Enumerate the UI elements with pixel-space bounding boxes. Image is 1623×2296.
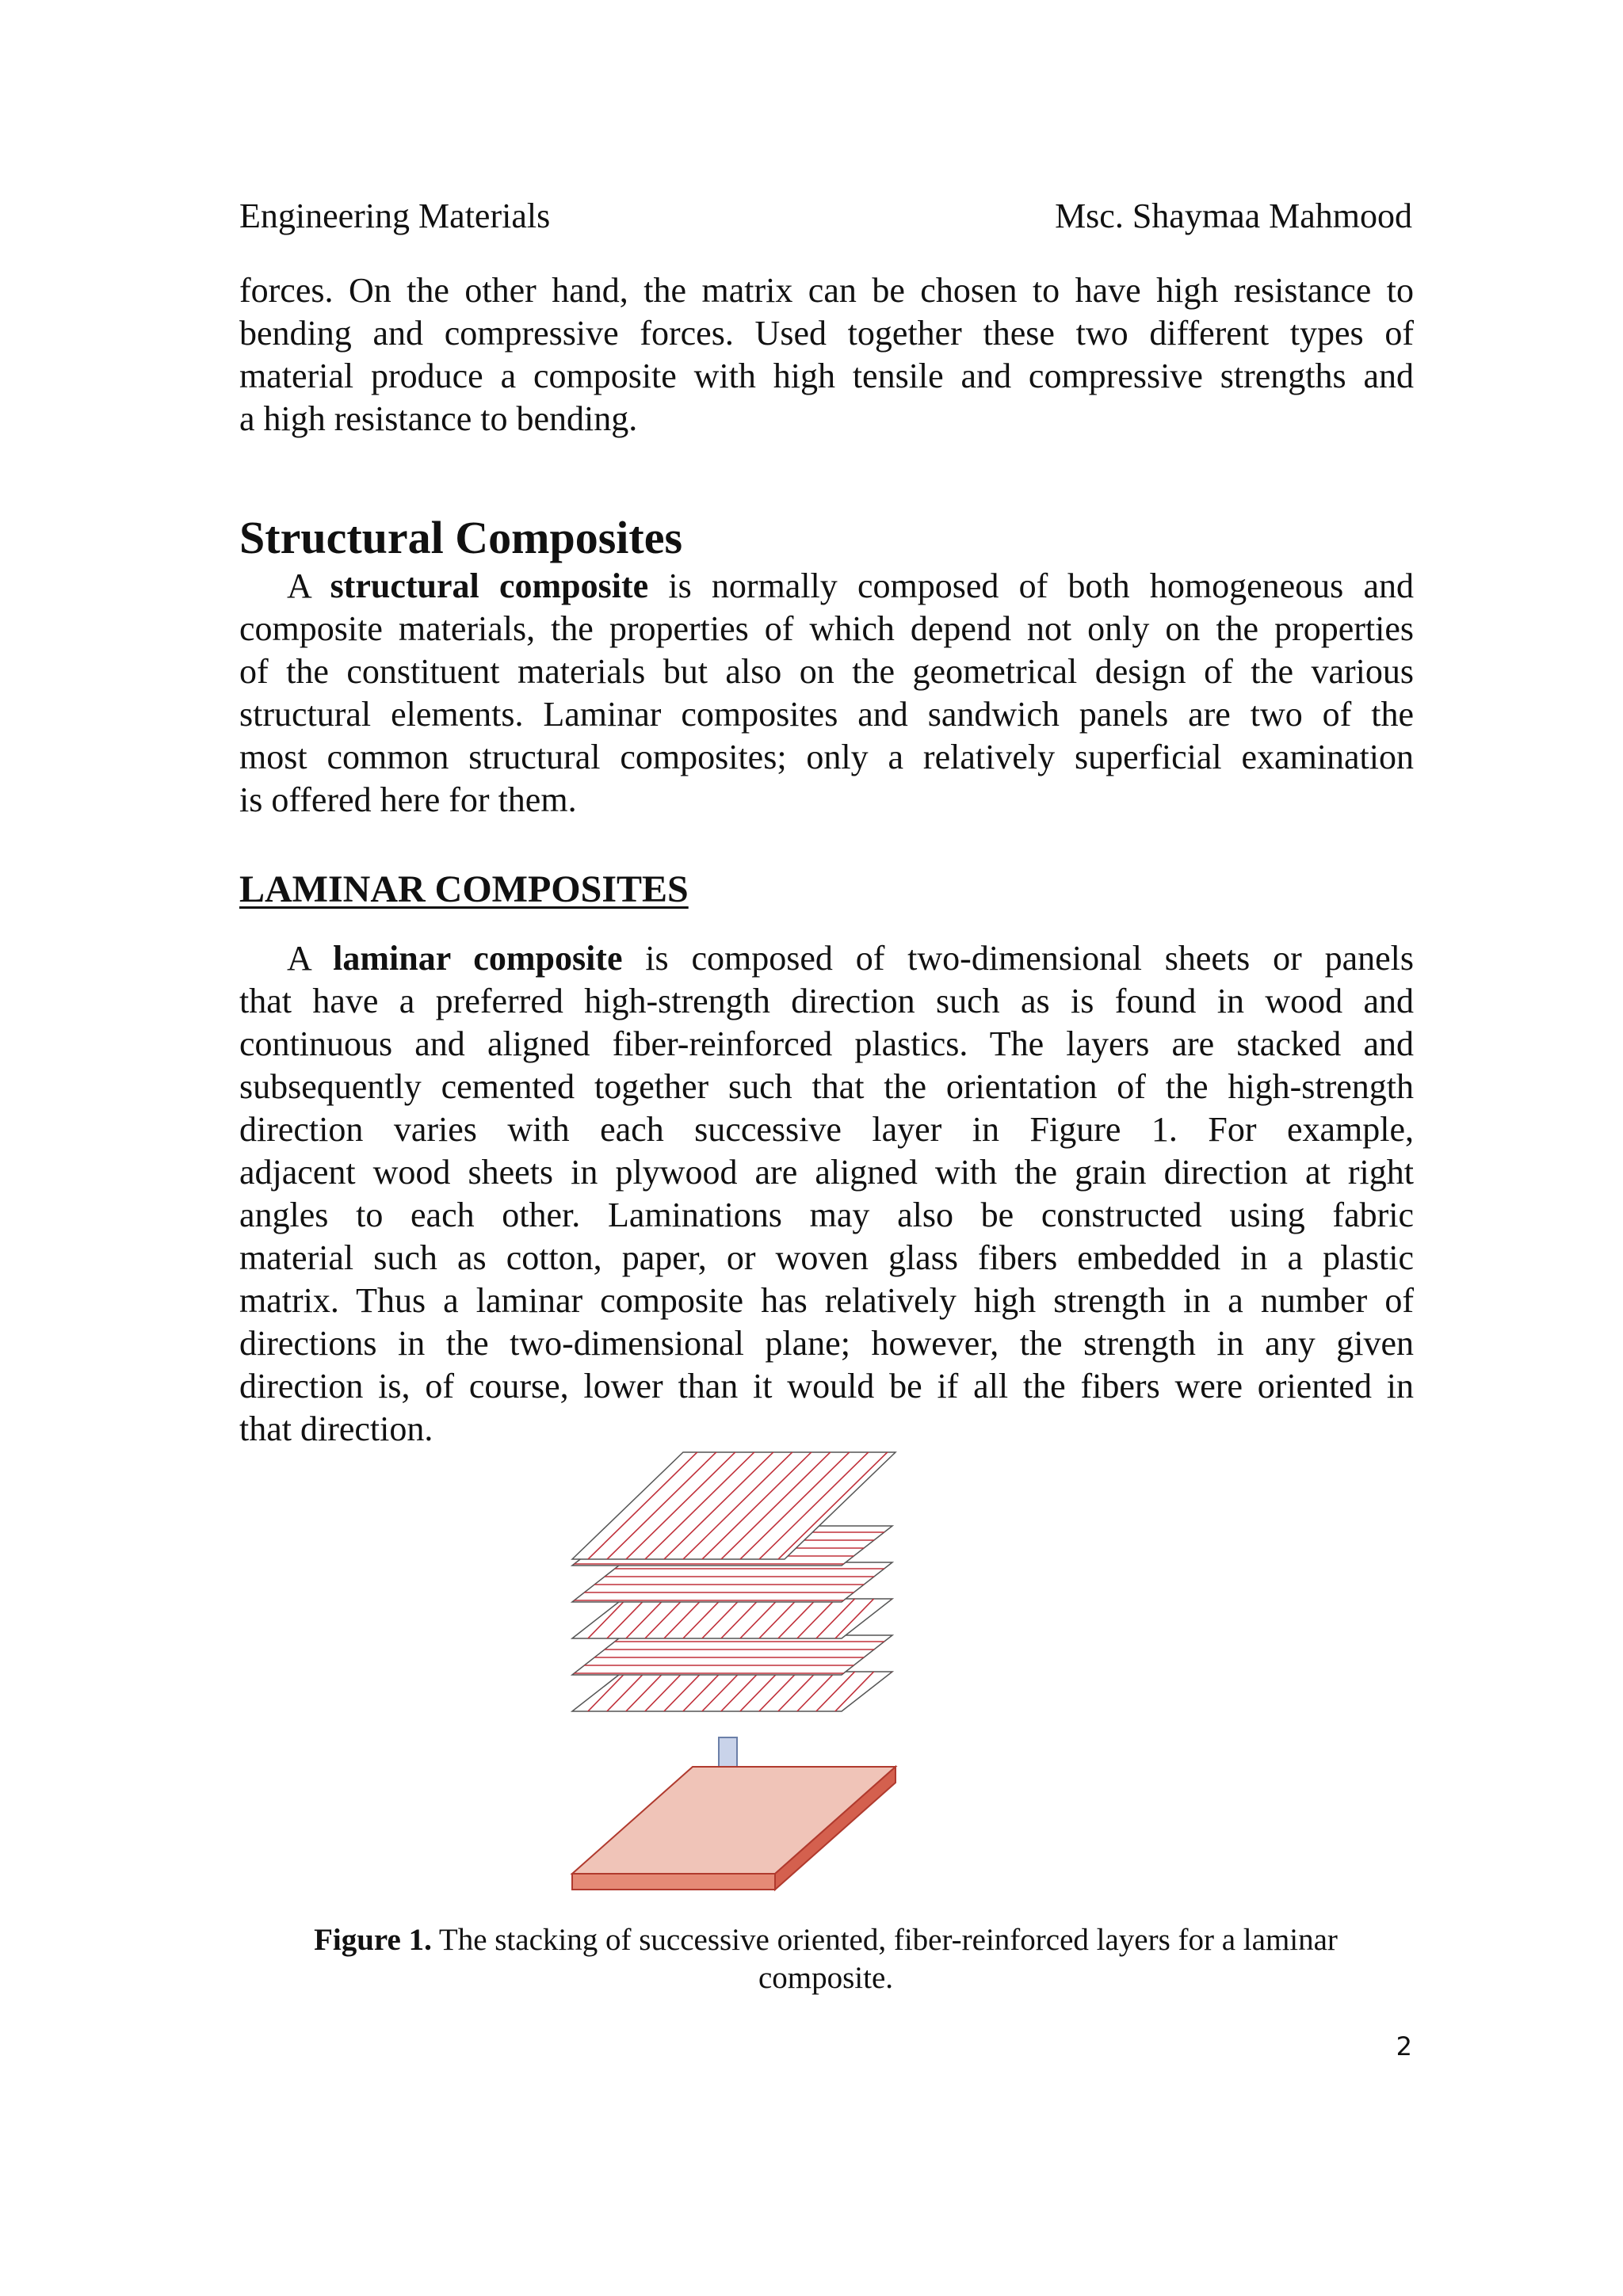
paragraph-line: adjacent wood sheets in plywood are aligned with the grain direction at right [239, 1153, 1414, 1192]
structural-paragraph [239, 565, 1414, 822]
intro-paragraph [239, 269, 1414, 441]
figure-laminar-stack [555, 1446, 935, 1905]
fiber-line [910, 1670, 935, 1713]
ply-layer-2 [555, 1562, 935, 1602]
paragraph-line: bending and compressive forces. Used together these two different types of [239, 314, 1414, 353]
caption-line [239, 1921, 1412, 1959]
fiber-line [555, 1670, 571, 1713]
paragraph-line [239, 937, 1414, 980]
paragraph-line: of the constituent materials but also on the geometrical design of the various [239, 652, 1414, 691]
text-run: A [287, 939, 334, 978]
paragraph-line: most common structural composites; only a relatively superficial examination [239, 738, 1414, 776]
paragraph-line: subsequently cemented together such that the orientation of the high-strength [239, 1067, 1414, 1106]
fiber-line [910, 1597, 935, 1640]
text-run: is composed of two-dimensional sheets or panels [622, 939, 1414, 978]
paragraph-line: a high resistance to bending. [239, 399, 638, 438]
ply-layer-3 [555, 1597, 935, 1640]
paragraph-line: angles to each other. Laminations may also be constructed using fabric [239, 1196, 1414, 1234]
paragraph-line: structural elements. Laminar composites and sandwich panels are two of the [239, 695, 1414, 734]
section-heading-structural: Structural Composites [239, 512, 683, 563]
paragraph-line: that direction. [239, 1409, 433, 1448]
paragraph-line: directions in the two-dimensional plane; however, the strength in any given [239, 1324, 1414, 1363]
text-run: is normally composed of both homogeneous and [648, 566, 1414, 605]
laminar-stack-illustration [555, 1446, 935, 1905]
fiber-line [929, 1670, 935, 1713]
paragraph-line: is offered here for them. [239, 780, 577, 819]
fiber-line [555, 1451, 566, 1561]
section-heading-laminar: LAMINAR COMPOSITES [239, 868, 689, 910]
caption-label: Figure 1. [314, 1923, 432, 1957]
fiber-line [872, 1451, 935, 1561]
header-author: Msc. Shaymaa Mahmood [1055, 196, 1412, 235]
term-structural-composite: structural composite [330, 566, 649, 605]
caption-line: composite. [758, 1961, 894, 1995]
paragraph-line: matrix. Thus a laminar composite has relatively high strength in a number of [239, 1281, 1414, 1320]
paragraph-line [239, 565, 1414, 608]
paragraph-line: that have a preferred high-strength direction such as is found in wood and [239, 982, 1414, 1020]
paragraph-line: material such as cotton, paper, or woven glass fibers embedded in a plastic [239, 1238, 1414, 1277]
page-header [239, 193, 1412, 240]
laminated-block [572, 1767, 896, 1890]
fiber-line [555, 1597, 571, 1640]
fiber-line [891, 1451, 935, 1561]
paragraph-line: forces. On the other hand, the matrix can be chosen to have high resistance to [239, 271, 1414, 310]
page-number: 2 [1396, 2031, 1412, 2061]
fiber-line [929, 1451, 935, 1561]
ply-layer-4 [555, 1635, 935, 1675]
fiber-line [929, 1597, 935, 1640]
caption-text: The stacking of successive oriented, fiber-reinforced layers for a laminar [431, 1923, 1338, 1957]
paragraph-line: direction varies with each successive layer in Figure 1. For example, [239, 1110, 1414, 1149]
paragraph-line: material produce a composite with high tensile and compressive strengths and [239, 357, 1414, 395]
header-course-title: Engineering Materials [239, 196, 551, 235]
figure-caption [239, 1921, 1412, 1997]
fiber-line [891, 1597, 933, 1640]
fiber-line [555, 1451, 585, 1561]
fiber-line [891, 1670, 933, 1713]
text-run: A [287, 566, 330, 605]
ply-layer-5 [555, 1670, 935, 1713]
fiber-line [910, 1451, 935, 1561]
ply-layer-top [555, 1451, 935, 1561]
laminar-paragraph [239, 937, 1414, 1451]
paragraph-line: direction is, of course, lower than it would be if all the fibers were oriented in [239, 1367, 1414, 1405]
paragraph-line: continuous and aligned fiber-reinforced plastics. The layers are stacked and [239, 1024, 1414, 1063]
term-laminar-composite: laminar composite [333, 939, 623, 978]
paragraph-line: composite materials, the properties of which depend not only on the properties [239, 609, 1414, 648]
